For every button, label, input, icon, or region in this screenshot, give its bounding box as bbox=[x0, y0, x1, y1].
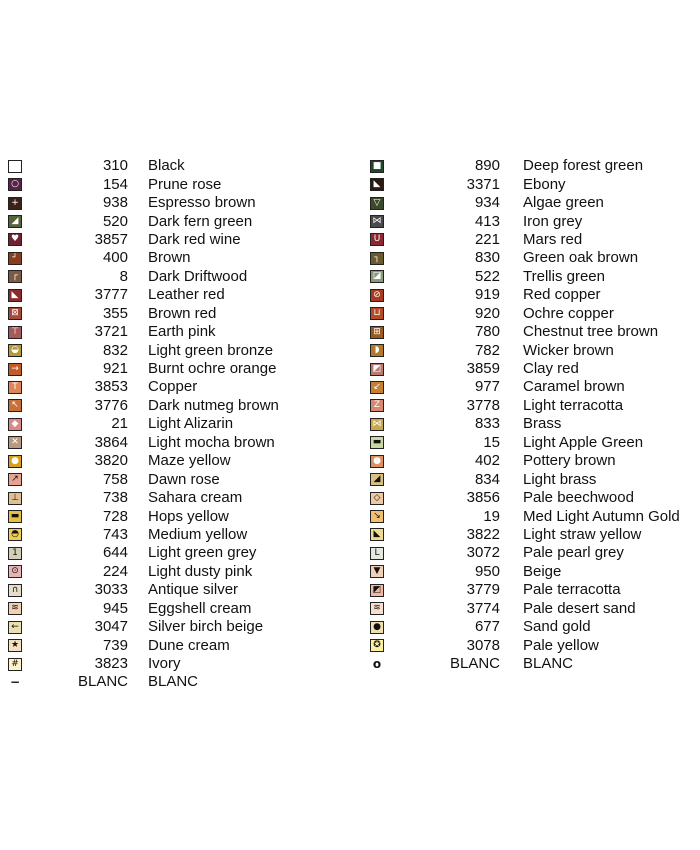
thread-color-name: Prune rose bbox=[148, 175, 222, 193]
stitch-symbol-icon: ▽ bbox=[370, 197, 384, 210]
thread-number: 3033 bbox=[94, 581, 128, 599]
thread-color-name: Black bbox=[148, 157, 185, 175]
thread-color-name: Wicker brown bbox=[523, 341, 614, 359]
color-key-row bbox=[370, 526, 696, 544]
stitch-symbol-icon: ▬ bbox=[8, 510, 22, 523]
color-key-row bbox=[8, 157, 338, 175]
thread-color-name: Light Apple Green bbox=[523, 433, 644, 451]
color-key-row bbox=[370, 157, 696, 175]
stitch-symbol-icon: ∩ bbox=[8, 584, 22, 597]
color-key-row bbox=[8, 286, 338, 304]
thread-number: 3721 bbox=[94, 323, 128, 341]
thread-color-name: Burnt ochre orange bbox=[148, 360, 277, 378]
stitch-symbol-icon: o bbox=[372, 657, 382, 671]
color-key-row bbox=[8, 618, 338, 636]
thread-color-name: Algae green bbox=[523, 194, 604, 212]
thread-number: 934 bbox=[474, 194, 500, 212]
stitch-symbol-icon: ⊘ bbox=[370, 289, 384, 302]
color-key-row bbox=[8, 581, 338, 599]
thread-color-name: Copper bbox=[148, 378, 198, 396]
thread-color-name: Chestnut tree brown bbox=[523, 323, 659, 341]
thread-number: 890 bbox=[474, 157, 500, 175]
color-key-row bbox=[8, 563, 338, 581]
thread-number: 3778 bbox=[466, 396, 500, 414]
thread-color-name: BLANC bbox=[148, 673, 199, 691]
stitch-symbol-icon: ⊞ bbox=[370, 326, 384, 339]
stitch-symbol-icon: → bbox=[8, 363, 22, 376]
stitch-symbol-icon: ● bbox=[370, 455, 384, 468]
thread-number: 920 bbox=[474, 304, 500, 322]
thread-color-name: Light brass bbox=[523, 470, 597, 488]
color-key-row bbox=[8, 452, 338, 470]
thread-number: 3777 bbox=[94, 286, 128, 304]
thread-color-name: Maze yellow bbox=[148, 452, 231, 470]
color-key-row bbox=[370, 636, 696, 654]
color-key-row bbox=[370, 323, 696, 341]
thread-color-name: Mars red bbox=[523, 230, 583, 248]
thread-number: 780 bbox=[474, 323, 500, 341]
stitch-symbol-icon: ┐ bbox=[370, 252, 384, 265]
color-key-row bbox=[370, 249, 696, 267]
thread-color-name: Light mocha brown bbox=[148, 433, 275, 451]
thread-number: 3823 bbox=[94, 655, 128, 673]
thread-color-name: Dark Driftwood bbox=[148, 267, 248, 285]
thread-color-name: Deep forest green bbox=[523, 157, 644, 175]
thread-number: 743 bbox=[102, 525, 128, 543]
thread-color-name: Light dusty pink bbox=[148, 562, 253, 580]
thread-color-name: Red copper bbox=[523, 286, 601, 304]
thread-color-name: Pottery brown bbox=[523, 452, 616, 470]
color-key-row bbox=[8, 378, 338, 396]
color-key-row bbox=[8, 415, 338, 433]
thread-number: 919 bbox=[474, 286, 500, 304]
thread-color-name: Green oak brown bbox=[523, 249, 639, 267]
color-key-row bbox=[370, 415, 696, 433]
stitch-symbol-icon: ↖ bbox=[8, 399, 22, 412]
thread-number: 402 bbox=[474, 452, 500, 470]
color-key-row bbox=[8, 305, 338, 323]
color-key-row bbox=[370, 378, 696, 396]
stitch-symbol-icon: ◪ bbox=[370, 270, 384, 283]
thread-color-name: Light green bronze bbox=[148, 341, 274, 359]
thread-number: 3853 bbox=[94, 378, 128, 396]
color-key-row bbox=[370, 618, 696, 636]
thread-color-name: Ebony bbox=[523, 175, 566, 193]
color-key-row bbox=[370, 175, 696, 193]
stitch-symbol-icon: ○ bbox=[8, 178, 22, 191]
stitch-symbol-icon: + bbox=[8, 197, 22, 210]
color-key-row bbox=[8, 397, 338, 415]
color-key-row bbox=[370, 600, 696, 618]
stitch-symbol-icon: # bbox=[8, 658, 22, 671]
thread-color-name: Beige bbox=[523, 562, 562, 580]
stitch-symbol-icon: ◓ bbox=[8, 528, 22, 541]
stitch-symbol-icon: ◢ bbox=[370, 473, 384, 486]
stitch-symbol-icon: ⊠ bbox=[8, 307, 22, 320]
stitch-symbol-icon: ⊤ bbox=[8, 326, 22, 339]
color-key-row bbox=[8, 360, 338, 378]
stitch-symbol-icon: ↗ bbox=[8, 473, 22, 486]
thread-color-name: Dark fern green bbox=[148, 212, 253, 230]
stitch-symbol-icon: ▼ bbox=[370, 565, 384, 578]
thread-color-name: Light straw yellow bbox=[523, 525, 642, 543]
thread-number: 677 bbox=[474, 618, 500, 636]
thread-color-name: Pale beechwood bbox=[523, 489, 634, 507]
stitch-symbol-icon: ◢ bbox=[8, 215, 22, 228]
color-key-row bbox=[8, 341, 338, 359]
stitch-symbol-icon: ⊥ bbox=[8, 492, 22, 505]
thread-color-name: Light Alizarin bbox=[148, 415, 234, 433]
color-key-row bbox=[8, 175, 338, 193]
thread-number: 310 bbox=[102, 157, 128, 175]
color-key-row bbox=[370, 655, 696, 673]
color-key-row bbox=[370, 360, 696, 378]
thread-number: 738 bbox=[102, 489, 128, 507]
thread-number: 3078 bbox=[466, 636, 500, 654]
thread-color-name: Antique silver bbox=[148, 581, 239, 599]
thread-number: 938 bbox=[102, 194, 128, 212]
thread-color-name: Dawn rose bbox=[148, 470, 220, 488]
stitch-symbol-icon: ≋ bbox=[8, 602, 22, 615]
thread-number: 3822 bbox=[466, 525, 500, 543]
thread-number: 3859 bbox=[466, 360, 500, 378]
thread-color-name: Light green grey bbox=[148, 544, 257, 562]
stitch-symbol-icon: ⋈ bbox=[370, 418, 384, 431]
stitch-symbol-icon: 1 bbox=[8, 547, 22, 560]
thread-color-name: Med Light Autumn Gold bbox=[523, 507, 680, 525]
thread-color-name: Leather red bbox=[148, 286, 225, 304]
color-key-row bbox=[370, 341, 696, 359]
stitch-symbol-icon: ▬ bbox=[370, 436, 384, 449]
stitch-symbol-icon: ◒ bbox=[8, 344, 22, 357]
stitch-symbol-icon: ≋ bbox=[370, 602, 384, 615]
color-key-row bbox=[370, 434, 696, 452]
stitch-symbol-icon: ★ bbox=[8, 639, 22, 652]
thread-color-name: Brass bbox=[523, 415, 562, 433]
thread-number: 644 bbox=[102, 544, 128, 562]
stitch-symbol-icon: ◣ bbox=[370, 528, 384, 541]
stitch-symbol-icon: ◣ bbox=[8, 289, 22, 302]
color-key-row bbox=[8, 489, 338, 507]
thread-color-name: Dark red wine bbox=[148, 230, 241, 248]
thread-number: BLANC bbox=[449, 655, 500, 673]
thread-color-name: Eggshell cream bbox=[148, 599, 252, 617]
thread-number: 3820 bbox=[94, 452, 128, 470]
color-key-row bbox=[8, 470, 338, 488]
thread-number: 832 bbox=[102, 341, 128, 359]
thread-color-name: Dune cream bbox=[148, 636, 230, 654]
thread-color-name: Medium yellow bbox=[148, 525, 248, 543]
color-key-row bbox=[370, 544, 696, 562]
thread-color-name: Clay red bbox=[523, 360, 579, 378]
thread-color-name: Hops yellow bbox=[148, 507, 229, 525]
stitch-symbol-icon: L bbox=[370, 547, 384, 560]
color-key-row bbox=[8, 434, 338, 452]
thread-number: 739 bbox=[102, 636, 128, 654]
thread-number: 758 bbox=[102, 470, 128, 488]
thread-number: 413 bbox=[474, 212, 500, 230]
stitch-symbol-icon: ◩ bbox=[370, 584, 384, 597]
color-key-row bbox=[8, 600, 338, 618]
thread-number: 3047 bbox=[94, 618, 128, 636]
thread-number: 221 bbox=[474, 230, 500, 248]
color-key-row bbox=[8, 507, 338, 525]
stitch-symbol-icon: ♥ bbox=[8, 233, 22, 246]
color-key-right-column bbox=[370, 157, 696, 673]
thread-number: 945 bbox=[102, 599, 128, 617]
stitch-symbol-icon: ⋈ bbox=[370, 215, 384, 228]
color-key-row bbox=[370, 212, 696, 230]
stitch-symbol-icon: ◣ bbox=[370, 178, 384, 191]
thread-color-name: Pale pearl grey bbox=[523, 544, 624, 562]
color-key-row bbox=[370, 470, 696, 488]
stitch-symbol-icon: ◗ bbox=[370, 344, 384, 357]
stitch-symbol-icon: − bbox=[9, 675, 21, 689]
thread-color-name: Espresso brown bbox=[148, 194, 256, 212]
thread-color-name: Trellis green bbox=[523, 267, 605, 285]
stitch-symbol-icon: Z bbox=[370, 399, 384, 412]
color-key-row bbox=[370, 305, 696, 323]
thread-color-name: Pale desert sand bbox=[523, 599, 636, 617]
stitch-symbol-icon: ● bbox=[370, 621, 384, 634]
stitch-symbol-icon: ⊔ bbox=[370, 307, 384, 320]
thread-number: 834 bbox=[474, 470, 500, 488]
thread-number: 921 bbox=[102, 360, 128, 378]
stitch-symbol-icon: ◩ bbox=[370, 363, 384, 376]
color-key-row bbox=[370, 397, 696, 415]
thread-number: 3779 bbox=[466, 581, 500, 599]
thread-number: 950 bbox=[474, 562, 500, 580]
color-key-row bbox=[370, 489, 696, 507]
thread-color-name: Iron grey bbox=[523, 212, 583, 230]
stitch-symbol-icon: ■ bbox=[370, 160, 384, 173]
thread-color-name: Pale yellow bbox=[523, 636, 599, 654]
stitch-symbol-icon: ◇ bbox=[370, 492, 384, 505]
color-key-row bbox=[370, 231, 696, 249]
stitch-symbol-icon: ↘ bbox=[370, 510, 384, 523]
color-key-row bbox=[370, 268, 696, 286]
thread-number: 8 bbox=[119, 267, 128, 285]
thread-color-name: Pale terracotta bbox=[523, 581, 621, 599]
color-key-row bbox=[8, 194, 338, 212]
thread-color-name: Earth pink bbox=[148, 323, 216, 341]
color-key-row bbox=[8, 655, 338, 673]
thread-color-name: Silver birch beige bbox=[148, 618, 264, 636]
thread-color-name: Brown bbox=[148, 249, 191, 267]
thread-number: 15 bbox=[483, 433, 500, 451]
color-key-row bbox=[8, 673, 338, 691]
thread-number: 520 bbox=[102, 212, 128, 230]
stitch-symbol-icon: ✪ bbox=[370, 639, 384, 652]
thread-color-name: Light terracotta bbox=[523, 396, 624, 414]
thread-number: 830 bbox=[474, 249, 500, 267]
thread-number: 355 bbox=[102, 304, 128, 322]
stitch-symbol-icon: T bbox=[8, 381, 22, 394]
thread-color-name: BLANC bbox=[523, 655, 574, 673]
stitch-symbol-icon: ┘ bbox=[8, 252, 22, 265]
color-key-row bbox=[8, 268, 338, 286]
color-key-row bbox=[8, 636, 338, 654]
color-key-row bbox=[8, 231, 338, 249]
thread-number: 3864 bbox=[94, 433, 128, 451]
stitch-symbol-icon bbox=[8, 160, 22, 173]
thread-number: 782 bbox=[474, 341, 500, 359]
stitch-symbol-icon: ✕ bbox=[8, 436, 22, 449]
thread-color-name: Ochre copper bbox=[523, 304, 614, 322]
thread-color-name: Caramel brown bbox=[523, 378, 625, 396]
stitch-symbol-icon: ⊙ bbox=[8, 565, 22, 578]
thread-number: 3857 bbox=[94, 230, 128, 248]
color-key-row bbox=[370, 452, 696, 470]
color-key-row bbox=[8, 544, 338, 562]
color-key-row bbox=[8, 526, 338, 544]
thread-color-name: Sand gold bbox=[523, 618, 591, 636]
stitch-symbol-icon: ◆ bbox=[8, 418, 22, 431]
thread-number: BLANC bbox=[77, 673, 128, 691]
stitch-symbol-icon: ● bbox=[8, 455, 22, 468]
thread-number: 728 bbox=[102, 507, 128, 525]
color-key-row bbox=[370, 581, 696, 599]
thread-number: 977 bbox=[474, 378, 500, 396]
thread-color-name: Sahara cream bbox=[148, 489, 243, 507]
color-key-row bbox=[8, 212, 338, 230]
stitch-symbol-icon: ↙ bbox=[370, 381, 384, 394]
thread-number: 19 bbox=[483, 507, 500, 525]
color-key-row bbox=[370, 507, 696, 525]
stitch-symbol-icon: U bbox=[370, 233, 384, 246]
color-key-row bbox=[8, 249, 338, 267]
stitch-symbol-icon: ← bbox=[8, 621, 22, 634]
thread-color-name: Brown red bbox=[148, 304, 217, 322]
thread-number: 3776 bbox=[94, 396, 128, 414]
thread-color-name: Ivory bbox=[148, 655, 181, 673]
thread-number: 21 bbox=[111, 415, 128, 433]
thread-number: 154 bbox=[102, 175, 128, 193]
color-key-row bbox=[370, 563, 696, 581]
thread-number: 833 bbox=[474, 415, 500, 433]
thread-color-name: Dark nutmeg brown bbox=[148, 396, 279, 414]
stitch-symbol-icon: ┌ bbox=[8, 270, 22, 283]
color-key-row bbox=[8, 323, 338, 341]
thread-number: 3072 bbox=[466, 544, 500, 562]
thread-number: 224 bbox=[102, 562, 128, 580]
thread-number: 400 bbox=[102, 249, 128, 267]
color-key-row bbox=[370, 194, 696, 212]
thread-number: 3371 bbox=[466, 175, 500, 193]
thread-number: 3856 bbox=[466, 489, 500, 507]
thread-number: 522 bbox=[474, 267, 500, 285]
color-key-row bbox=[370, 286, 696, 304]
color-key-left-column bbox=[8, 157, 338, 692]
thread-number: 3774 bbox=[466, 599, 500, 617]
